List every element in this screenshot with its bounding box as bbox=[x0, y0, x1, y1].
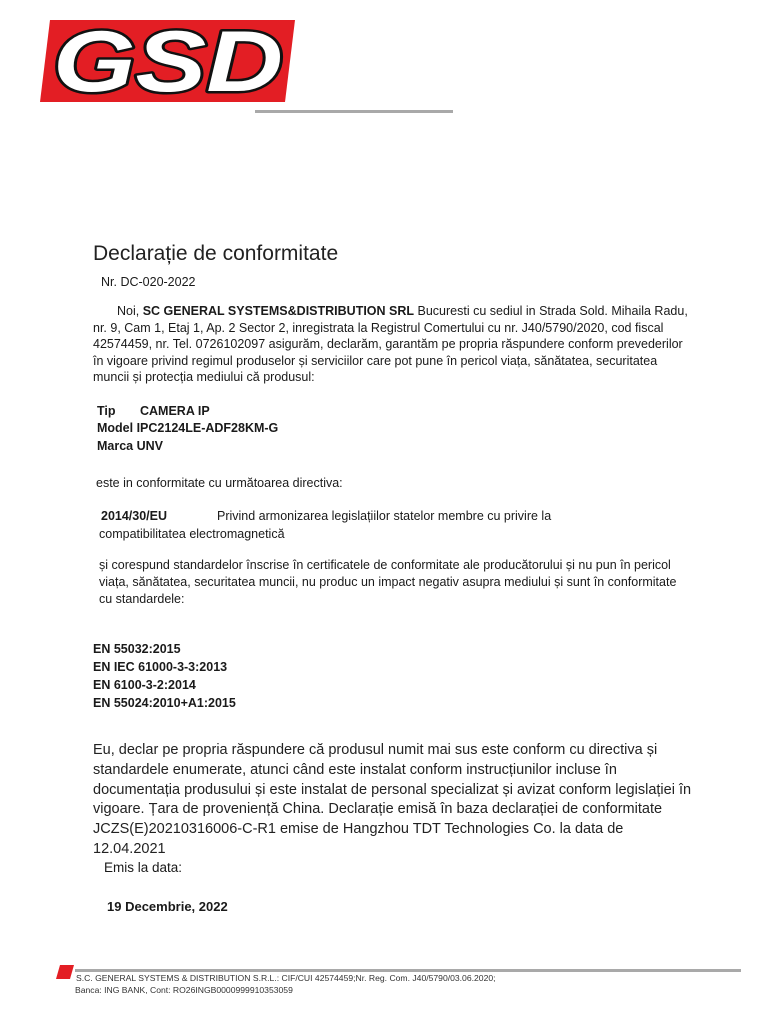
directive-description: Privind armonizarea legislațiilor statelor membre cu privire la bbox=[217, 509, 552, 523]
compliance-paragraph: și corespund standardelor înscrise în certificatele de conformitate ale producătorului și nu pun în pericol viața, sănătatea, securitatea muncii, nu produc un impact negativ asupra mediului și sunt în conformitate cu standardele: bbox=[99, 558, 677, 606]
product-model: Model IPC2124LE-ADF28KM-G bbox=[97, 421, 279, 435]
company-logo bbox=[40, 20, 295, 102]
company-name: SC GENERAL SYSTEMS&DISTRIBUTION SRL bbox=[142, 304, 415, 318]
intro-paragraph bbox=[93, 303, 693, 386]
document-number: Nr. DC-020-2022 bbox=[101, 275, 196, 289]
footer-company-info: S.C. GENERAL SYSTEMS & DISTRIBUTION S.R.L.: CIF/CUI 42574459;Nr. Reg. Com. J40/5790/03.06.2020; bbox=[76, 973, 496, 983]
product-type-value: CAMERA IP bbox=[140, 404, 210, 418]
directive-description-continued: compatibilitatea electromagnetică bbox=[99, 527, 285, 541]
standard-item: EN IEC 61000-3-3:2013 bbox=[93, 660, 228, 674]
directive-code: 2014/30/EU bbox=[101, 509, 168, 523]
issued-label: Emis la data: bbox=[104, 860, 183, 875]
footer-divider bbox=[75, 969, 741, 972]
standard-item: EN 6100-3-2:2014 bbox=[93, 678, 196, 692]
footer-bank-info: Banca: ING BANK, Cont: RO26INGB0000999910353059 bbox=[75, 985, 293, 995]
product-type bbox=[97, 404, 210, 418]
logo-text: GSD bbox=[53, 20, 283, 102]
logo-divider bbox=[255, 110, 453, 113]
intro-prefix: Noi, bbox=[117, 304, 143, 318]
product-type-label: Tip bbox=[97, 404, 116, 418]
declaration-paragraph: Eu, declar pe propria răspundere că produsul numit mai sus este conform cu directiva și standardele enumerate, atunci când este instalat conform instrucțiunilor incluse în documentația produsului și este instalat de personal specializat și avizat conform legislației în vigoare. Țara de proveniență China. Declarație emisă în baza declarației de conformitate JCZS(E)20210316006-C-R1 emise de Hangzhou TDT Technologies Co. la data de 12.04.2021 bbox=[93, 742, 692, 857]
directive-intro: este in conformitate cu următoarea directiva: bbox=[96, 476, 343, 490]
intro-text: Bucuresti cu sediul in Strada Sold. Mihaila Radu, nr. 9, Cam 1, Etaj 1, Ap. 2 Sector 2, inregistrata la Registrul Comertului cu nr. J40/5790/2020, cod fiscal 42574459, nr. Tel. 0726102097 asigurăm, declarăm, garantăm pe propria răspundere conform prevederilor în vigoare privind regimul produselor și serviciilor care pot pune în pericol viața, sănătatea, securitatea muncii și protecția mediului că produsul: bbox=[93, 304, 688, 384]
footer-red-mark bbox=[56, 965, 74, 979]
issued-date: 19 Decembrie, 2022 bbox=[107, 899, 228, 914]
page-title: Declarație de conformitate bbox=[93, 242, 339, 265]
standard-item: EN 55032:2015 bbox=[93, 642, 181, 656]
product-brand: Marca UNV bbox=[97, 439, 163, 453]
standard-item: EN 55024:2010+A1:2015 bbox=[93, 696, 236, 710]
